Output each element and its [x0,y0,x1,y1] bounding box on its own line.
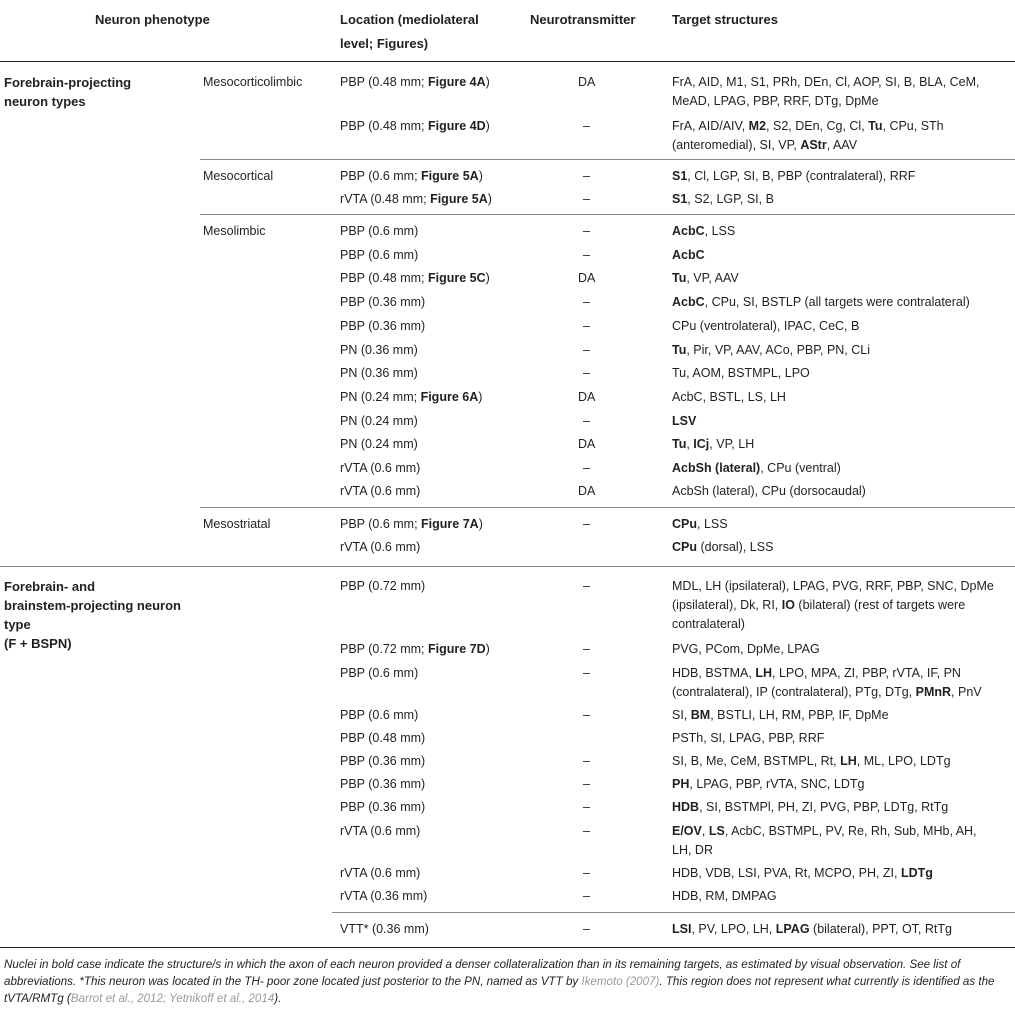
subtype-mesostriatal: Mesostriatal [203,517,271,531]
row-neurotransmitter: – [583,461,590,475]
row-targets: AcbC, BSTL, LS, LH [672,390,786,404]
row-targets: MDL, LH (ipsilateral), LPAG, PVG, RRF, PBP, SNC, DpMe (ipsilateral), Dk, RI, IO (bilateral) (rest of targets were contralateral) [672,579,994,631]
divider [0,566,1015,567]
citation-link[interactable]: Barrot et al., 2012; Yetnikoff et al., 2014 [70,992,275,1005]
row-neurotransmitter: DA [578,484,596,498]
group-label-line: neuron types [4,94,86,109]
row-location: PBP (0.36 mm) [340,754,426,768]
row-neurotransmitter: – [583,414,590,428]
header-location: Location (mediolateral [340,12,479,27]
row-location: PN (0.36 mm) [340,366,418,380]
row-location: PBP (0.6 mm) [340,666,419,680]
row-neurotransmitter: – [583,922,590,936]
row-targets: Tu, Pir, VP, AAV, ACo, PBP, PN, CLi [672,343,871,357]
row-targets: PVG, PCom, DpMe, LPAG [672,642,820,656]
citation-link[interactable]: Ikemoto (2007) [581,975,660,988]
row-targets: CPu (ventrolateral), IPAC, CeC, B [672,319,860,333]
row-location: rVTA (0.48 mm; Figure 5A) [340,192,492,206]
subtype-mesocortical: Mesocortical [203,169,274,183]
row-targets: LSI, PV, LPO, LH, LPAG (bilateral), PPT, OT, RtTg [672,922,952,936]
table-bottom-rule [0,947,1015,948]
header-rule [0,61,1015,62]
row-location: PBP (0.48 mm; Figure 4A) [340,75,490,89]
row-location: rVTA (0.6 mm) [340,484,421,498]
row-location: PBP (0.36 mm) [340,319,426,333]
divider [200,507,1015,508]
row-location: PBP (0.48 mm; Figure 4D) [340,119,490,133]
group-label-line: (F + BSPN) [4,636,72,651]
row-neurotransmitter: – [583,666,590,680]
row-location: PN (0.24 mm) [340,414,418,428]
row-neurotransmitter: – [583,579,590,593]
row-targets: E/OV, LS, AcbC, BSTMPL, PV, Re, Rh, Sub, MHb, AH, LH, DR [672,824,977,857]
row-location: rVTA (0.6 mm) [340,540,421,554]
row-location: rVTA (0.36 mm) [340,889,428,903]
row-targets: HDB, SI, BSTMPl, PH, ZI, PVG, PBP, LDTg, RtTg [672,800,949,814]
row-neurotransmitter: – [583,866,590,880]
row-targets: S1, Cl, LGP, SI, B, PBP (contralateral), RRF [672,169,916,183]
row-location: PBP (0.72 mm; Figure 7D) [340,642,490,656]
row-targets: PH, LPAG, PBP, rVTA, SNC, LDTg [672,777,865,791]
table-footnote: Nuclei in bold case indicate the structure/s in which the axon of each neuron provided a denser collateralization than in its remaining targets, as estimated by visual observation. See list of abbreviations. *This neuron was located in the TH- poor zone located just posterior to the PN, named as VTT by Ikemoto (2007). This region does not represent what currently is identified as the tVTA/RMTg (Barrot et al., 2012; Yetnikoff et al., 2014). [4,958,995,1005]
row-location: PBP (0.48 mm; Figure 5C) [340,271,490,285]
row-location: PBP (0.6 mm) [340,708,419,722]
row-location: PBP (0.6 mm) [340,248,419,262]
row-location: PBP (0.72 mm) [340,579,426,593]
row-neurotransmitter: – [583,366,590,380]
row-targets: AcbC [672,248,705,262]
table-header [0,0,1015,58]
row-neurotransmitter: – [583,824,590,838]
row-location: PN (0.24 mm) [340,437,418,451]
row-targets: CPu, LSS [672,517,728,531]
row-location: PBP (0.36 mm) [340,295,426,309]
row-neurotransmitter: – [583,754,590,768]
header-phenotype: Neuron phenotype [95,12,210,27]
row-location: PBP (0.6 mm; Figure 7A) [340,517,483,531]
row-targets: PSTh, SI, LPAG, PBP, RRF [672,731,825,745]
row-neurotransmitter: – [583,343,590,357]
row-location: rVTA (0.6 mm) [340,461,421,475]
row-targets: CPu (dorsal), LSS [672,540,774,554]
row-location: PBP (0.48 mm) [340,731,426,745]
row-targets: HDB, VDB, LSI, PVA, Rt, MCPO, PH, ZI, LDTg [672,866,933,880]
header-location-cont: level; Figures) [340,36,429,51]
row-targets: SI, BM, BSTLI, LH, RM, PBP, IF, DpMe [672,708,889,722]
row-targets: FrA, AID/AIV, M2, S2, DEn, Cg, Cl, Tu, CPu, STh (anteromedial), SI, VP, AStr, AAV [672,119,944,152]
row-neurotransmitter: – [583,800,590,814]
row-targets: AcbSh (lateral), CPu (ventral) [672,461,841,475]
subtype-mesolimbic: Mesolimbic [203,224,266,238]
row-neurotransmitter: – [583,169,590,183]
row-neurotransmitter: DA [578,390,596,404]
row-neurotransmitter: – [583,295,590,309]
row-targets: HDB, BSTMA, LH, LPO, MPA, ZI, PBP, rVTA, IF, PN (contralateral), IP (contralateral), PTg, DTg, PMnR, PnV [672,666,982,699]
row-targets: Tu, AOM, BSTMPL, LPO [672,366,810,380]
row-targets: AcbC, CPu, SI, BSTLP (all targets were contralateral) [672,295,970,309]
row-location: rVTA (0.6 mm) [340,824,421,838]
divider [200,214,1015,215]
row-neurotransmitter: DA [578,271,596,285]
row-neurotransmitter: DA [578,75,596,89]
subtype-mesocorticolimbic: Mesocorticolimbic [203,75,303,89]
row-targets: Tu, VP, AAV [672,271,739,285]
row-neurotransmitter: – [583,708,590,722]
row-targets: LSV [672,414,697,428]
row-targets: AcbSh (lateral), CPu (dorsocaudal) [672,484,866,498]
row-targets: Tu, ICj, VP, LH [672,437,755,451]
row-location: PN (0.24 mm; Figure 6A) [340,390,483,404]
group-fbspn [4,577,204,653]
row-neurotransmitter: – [583,777,590,791]
row-targets: FrA, AID, M1, S1, PRh, DEn, Cl, AOP, SI, B, BLA, CeM, MeAD, LPAG, PBP, RRF, DTg, DpMe [672,75,980,108]
group-label-line: Forebrain- and [4,579,96,594]
row-neurotransmitter: DA [578,437,596,451]
row-location: rVTA (0.6 mm) [340,866,421,880]
row-location: VTT* (0.36 mm) [340,922,429,936]
row-neurotransmitter: – [583,889,590,903]
group-label-line: Forebrain-projecting [4,75,132,90]
row-neurotransmitter: – [583,224,590,238]
row-targets: AcbC, LSS [672,224,736,238]
header-neurotransmitter: Neurotransmitter [530,12,636,27]
group-label-line: brainstem-projecting neuron type [4,598,181,632]
row-targets: SI, B, Me, CeM, BSTMPL, Rt, LH, ML, LPO, LDTg [672,754,951,768]
header-targets: Target structures [672,12,778,27]
row-neurotransmitter: – [583,248,590,262]
divider [200,159,1015,160]
row-neurotransmitter: – [583,192,590,206]
row-location: PBP (0.36 mm) [340,800,426,814]
row-location: PBP (0.6 mm; Figure 5A) [340,169,483,183]
row-neurotransmitter: – [583,119,590,133]
group-forebrain-projecting [4,73,204,111]
row-neurotransmitter: – [583,319,590,333]
divider [332,912,1015,913]
row-neurotransmitter: – [583,517,590,531]
row-location: PBP (0.36 mm) [340,777,426,791]
row-location: PBP (0.6 mm) [340,224,419,238]
row-targets: S1, S2, LGP, SI, B [672,192,774,206]
row-neurotransmitter: – [583,642,590,656]
row-location: PN (0.36 mm) [340,343,418,357]
row-targets: HDB, RM, DMPAG [672,889,777,903]
